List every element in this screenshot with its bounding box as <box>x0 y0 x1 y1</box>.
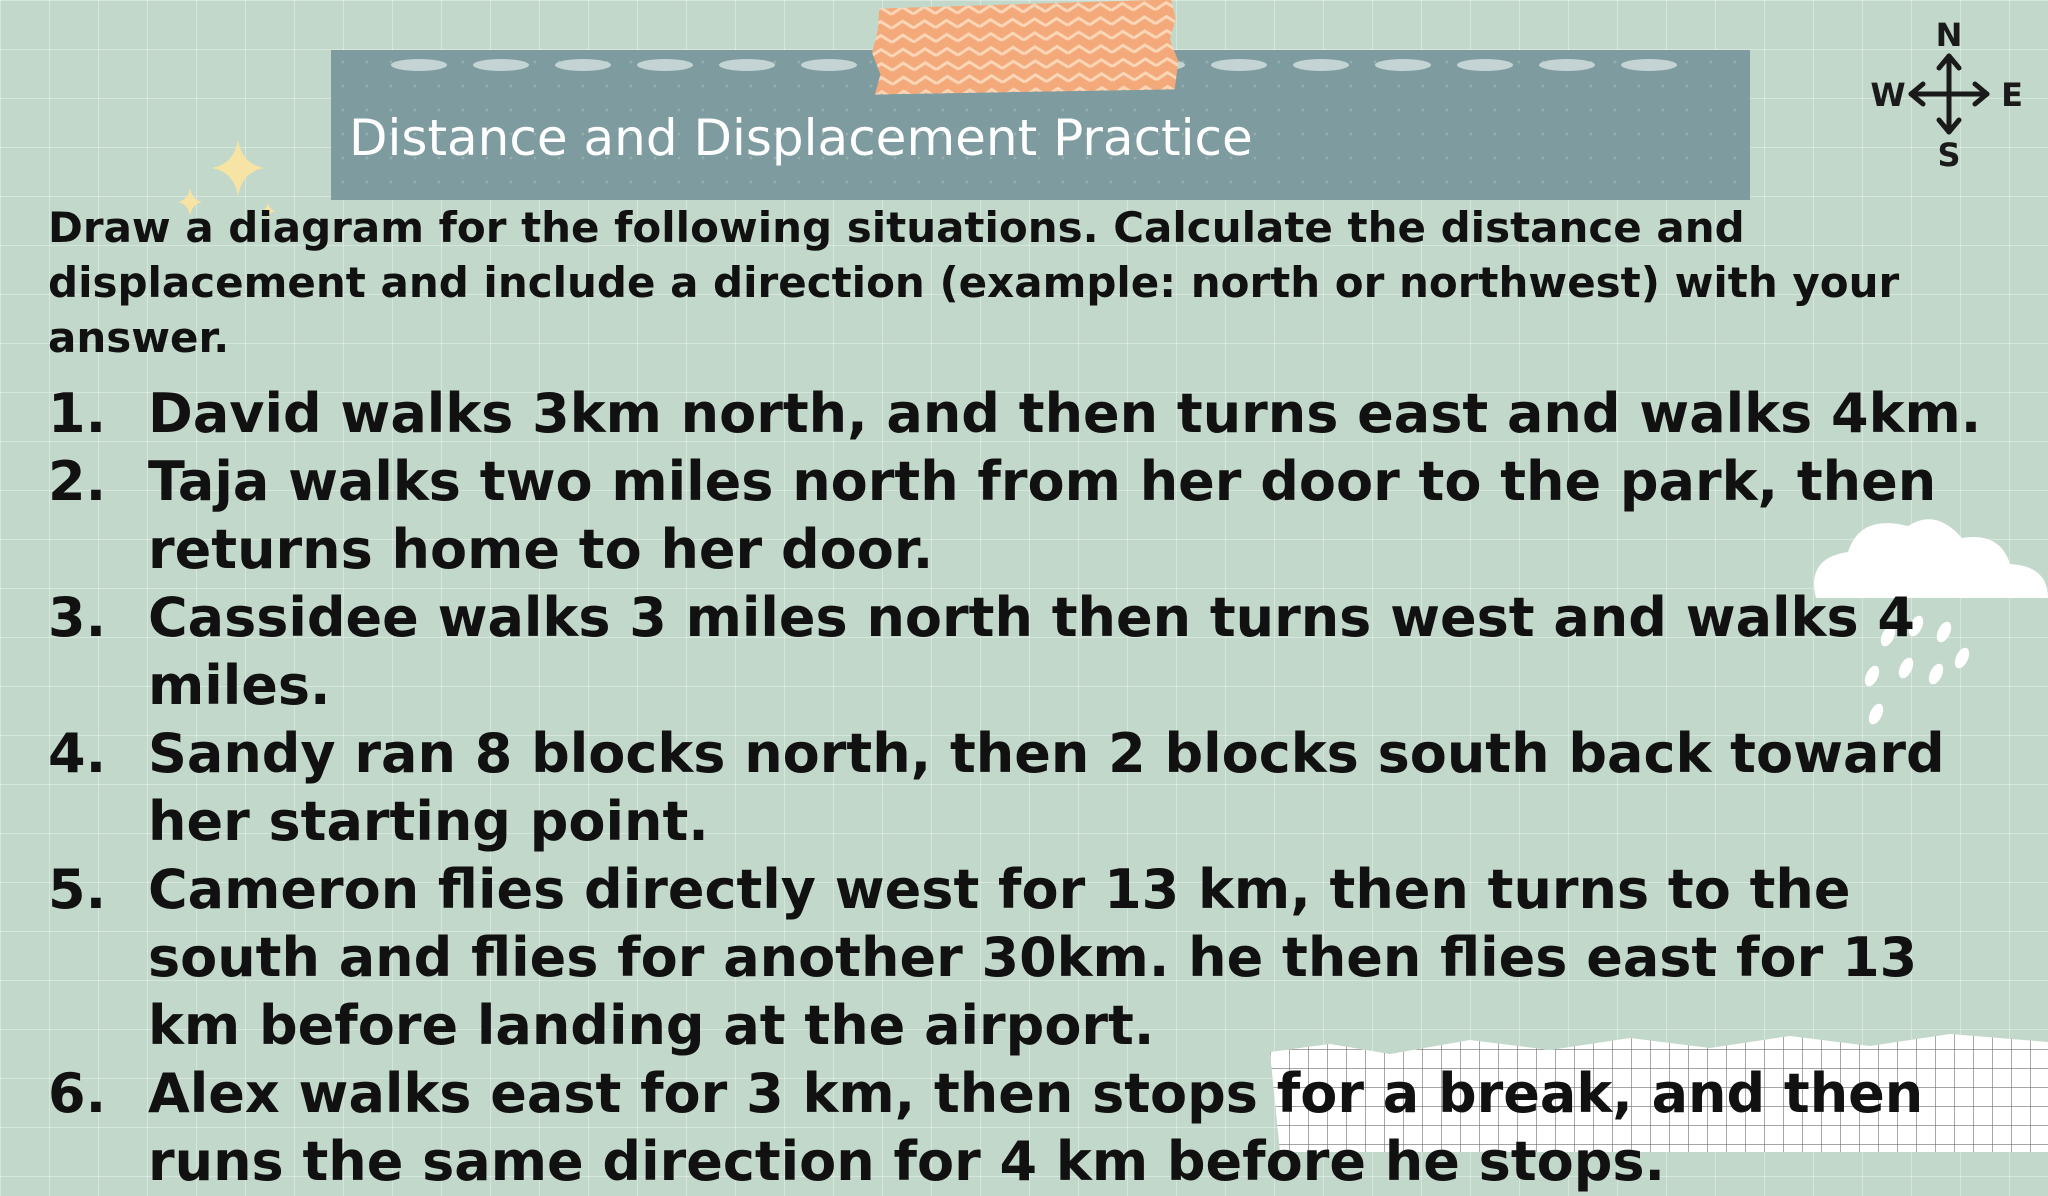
question-item <box>48 380 2008 448</box>
question-number: 1. <box>48 382 107 445</box>
question-text: Taja walks two miles north from her door to the park, then returns home to her door. <box>148 450 1937 581</box>
instructions-text: Draw a diagram for the following situations. Calculate the distance and displacement and include a direction (example: north or northwest) with your answer. <box>48 203 1900 362</box>
question-text: Sandy ran 8 blocks north, then 2 blocks south back toward her starting point. <box>148 722 1945 853</box>
question-text: Cameron flies directly west for 13 km, then turns to the south and flies for another 30km. he then flies east for 13 km before landing at the airport. <box>148 858 1918 1057</box>
compass-east-label: E <box>2001 76 2023 114</box>
question-number: 3. <box>48 586 107 649</box>
compass-west-label: W <box>1870 76 1906 114</box>
question-text: David walks 3km north, and then turns east and walks 4km. <box>148 382 1982 445</box>
question-number: 6. <box>48 1062 107 1125</box>
question-item <box>48 1060 2008 1196</box>
question-text: Alex walks east for 3 km, then stops for a break, and then runs the same direction for 4 km before he stops. <box>148 1062 1924 1193</box>
question-number: 5. <box>48 858 107 921</box>
question-item <box>48 856 2008 1060</box>
question-text: Cassidee walks 3 miles north then turns west and walks 4 miles. <box>148 586 1915 717</box>
page-title: Distance and Displacement Practice <box>349 109 1253 167</box>
question-list <box>48 380 2008 1196</box>
question-number: 2. <box>48 450 107 513</box>
question-item <box>48 584 2008 720</box>
question-item <box>48 720 2008 856</box>
compass-south-label: S <box>1937 136 1961 172</box>
washi-tape-decoration <box>869 0 1183 95</box>
question-item <box>48 448 2008 584</box>
compass-north-label: N <box>1935 16 1963 54</box>
question-number: 4. <box>48 722 107 785</box>
compass-icon <box>1866 6 2032 172</box>
